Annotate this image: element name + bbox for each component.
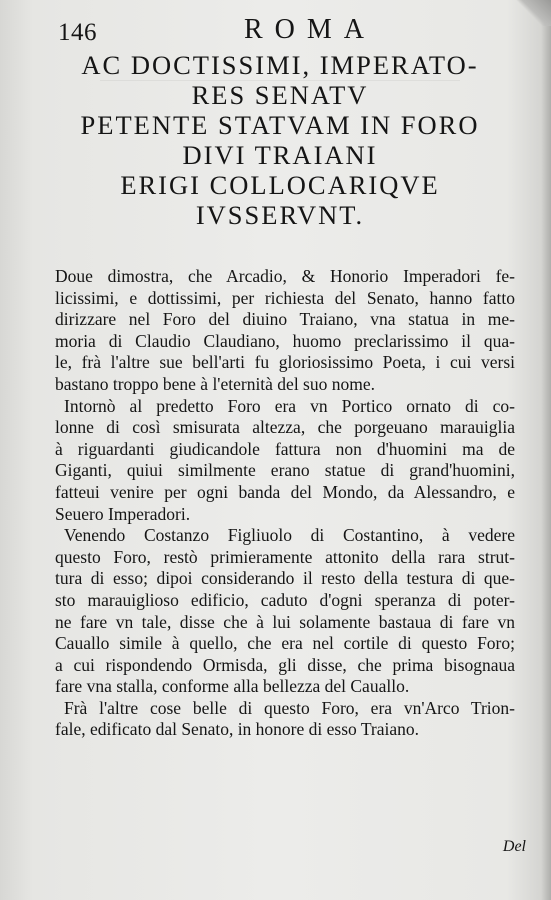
page-corner-fold <box>513 0 551 26</box>
inscription-block <box>20 50 540 230</box>
inscription-line: DIVI TRAIANI <box>182 140 378 170</box>
inscription-line: ERIGI COLLOCARIQVE <box>120 170 440 200</box>
text-line: Intornò al predetto Foro era vn Portico ornato di co- <box>64 395 515 416</box>
text-line: Cauallo simile à quello, che era nel cortile di questo Foro; <box>55 633 515 654</box>
text-line: bastano troppo bene à l'eternità del suo nome. <box>55 373 375 394</box>
inscription-line: PETENTE STATVAM IN FORO <box>80 110 480 140</box>
text-line: Doue dimostra, che Arcadio, & Honorio Imperadori fe- <box>55 266 515 286</box>
text-line: lonne di così smisurata altezza, che porgeuano marauiglia <box>55 417 515 438</box>
text-line: Frà l'altre cose belle di questo Foro, era vn'Arco Trion- <box>64 697 515 718</box>
inscription-line: AC DOCTISSIMI, IMPERATO- <box>81 50 479 80</box>
text-line: Venendo Costanzo Figliuolo di Costantino, à vedere <box>64 525 515 546</box>
text-line: fale, edificato dal Senato, in honore di esso Traiano. <box>55 719 420 740</box>
text-line: fare vna stalla, conforme alla bellezza del Cauallo. <box>55 676 410 697</box>
text-line: Giganti, quiui similmente erano statue di grand'huomini, <box>55 460 515 481</box>
body-text <box>55 266 515 741</box>
text-line: fatteui venire per ogni banda del Mondo, da Alessandro, e <box>55 481 515 502</box>
text-line: moria di Claudio Claudiano, huomo preclarissimo il qua- <box>55 330 515 351</box>
text-line: a cui rispondendo Ormisda, gli disse, che prima bisognaua <box>55 654 515 675</box>
text-line: licissimi, e dottissimi, per richiesta del Senato, hanno fatto <box>55 287 515 308</box>
inscription-line: IVSSERVNT. <box>195 200 365 230</box>
text-line: ne fare vn tale, disse che à lui solamente bastaua di fare vn <box>55 611 515 632</box>
text-line: questo Foro, restò primieramente attonito della rara strut- <box>55 546 515 567</box>
text-line: sto marauiglioso edificio, caduto d'ogni speranza di poter- <box>55 589 515 610</box>
page-number: 146 <box>58 19 97 46</box>
text-line: à riguardanti giudicandole fattura non d'huomini ma de <box>55 438 515 459</box>
text-line: dirizzare nel Foro del diuino Traiano, vna statua in me- <box>55 309 515 330</box>
text-line: le, frà l'altre sue bell'arti fu gloriosissimo Poeta, i cui versi <box>55 352 515 373</box>
inscription-line: RES SENATV <box>191 80 369 110</box>
text-line: Seuero Imperadori. <box>55 503 191 524</box>
text-line: tura di esso; dipoi considerando il resto della testura di que- <box>55 568 515 589</box>
running-head: ROMA <box>243 14 376 45</box>
catchword: Del <box>502 838 526 855</box>
page-edge-shadow <box>541 0 551 900</box>
